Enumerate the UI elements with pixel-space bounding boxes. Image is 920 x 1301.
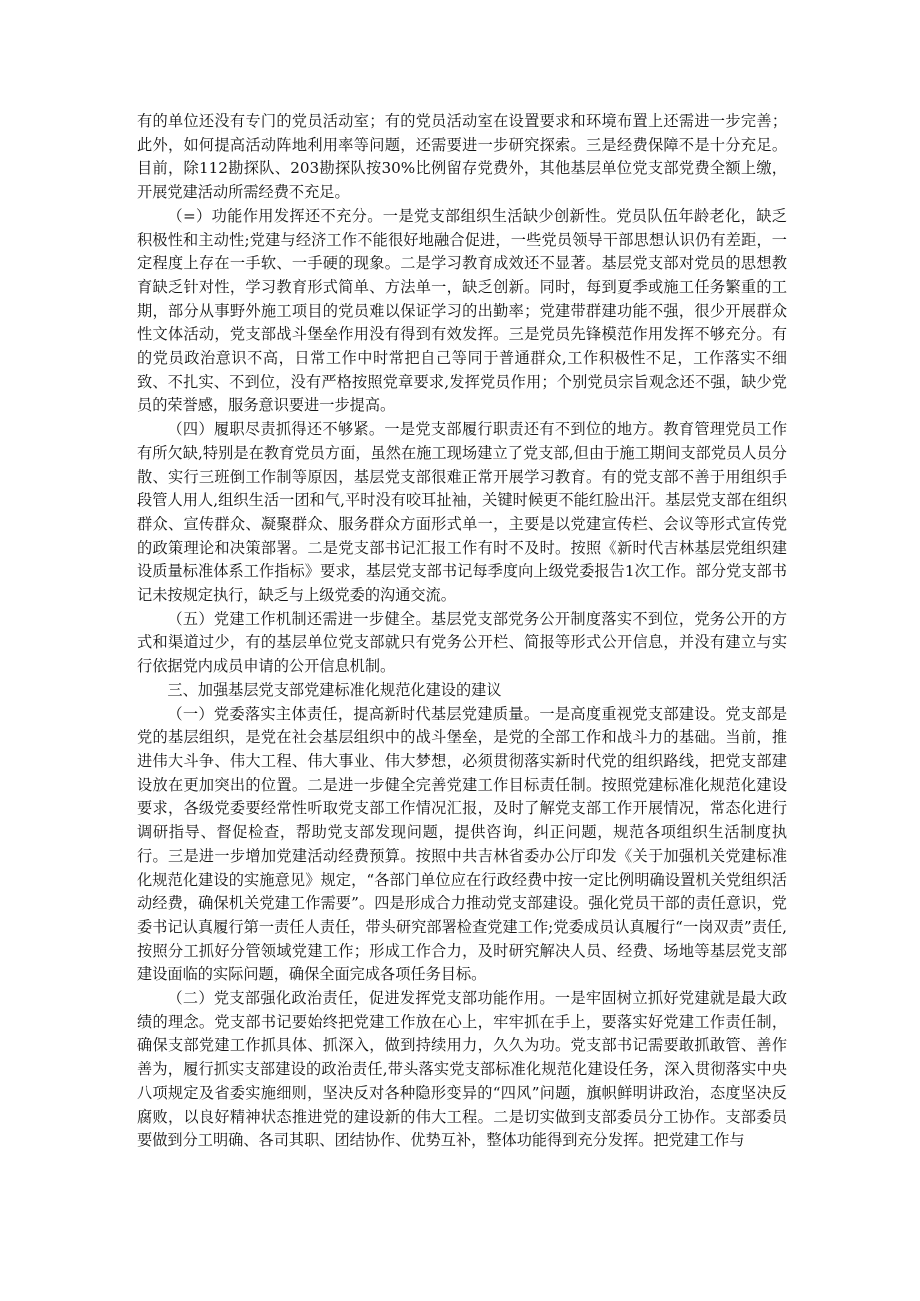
paragraph-section-3-1: （一）党委落实主体责任，提高新时代基层党建质量。一是高度重视党支部建设。党支部是党的基层组织，是党在社会基层组织中的战斗堡垒，是党的全部工作和战斗力的基础。当前，推进伟大斗争、伟大工程、伟大事业、伟大梦想，必须贯彻落实新时代党的组织路线，把党支部建设放在更加突出的位置。二是进一步健全完善党建工作目标责任制。按照党建标准化规范化建设要求，各级党委要经常性听取党支部工作情况汇报，及时了解党支部工作开展情况，常态化进行调研指导、督促检查，帮助党支部发现问题，提供咨询，纠正问题，规范各项组织生活制度执行。三是进一步增加党建活动经费预算。按照中共吉林省委办公厅印发《关于加强机关党建标准化规范化建设的实施意见》规定，“各部门单位应在行政经费中按一定比例明确设置机关党组织活动经费，确保机关党建工作需要”。四是形成合力推动党支部建设。强化党员干部的责任意识，党委书记认真履行第一责任人责任，带头研究部署检查党建工作;党委成员认真履行“一岗双责”责任,按照分工抓好分管领域党建工作；形成工作合力，及时研究解决人员、经费、场地等基层党支部建设面临的实际问题，确保全面完成各项任务目标。 (137, 704, 787, 984)
paragraph-section-2-5: （五）党建工作机制还需进一步健全。基层党支部党务公开制度落实不到位，党务公开的方式和渠道过少，有的基层单位党支部就只有党务公开栏、简报等形式公开信息，并没有建立与实行依据党内成员申请的公开信息机制。 (137, 609, 787, 676)
paragraph-section-3-2: （二）党支部强化政治责任，促进发挥党支部功能作用。一是牢固树立抓好党建就是最大政绩的理念。党支部书记要始终把党建工作放在心上，牢牢抓在手上，要落实好党建工作责任制，确保支部党建工作抓具体、抓深入，做到持续用力，久久为功。党支部书记需要敢抓敢管、善作善为，履行抓实支部建设的政治责任,带头落实党支部标准化规范化建设任务，深入贯彻落实中央八项规定及省委实施细则，坚决反对各种隐形变异的“四风”问题，旗帜鲜明讲政治，态度坚决反腐败，以良好精神状态推进党的建设新的伟大工程。二是切实做到支部委员分工协作。支部委员要做到分工明确、各司其职、团结协作、优势互补，整体功能得到充分发挥。把党建工作与 (137, 989, 787, 1150)
document-page (137, 110, 787, 1153)
section-heading-3: 三、加强基层党支部党建标准化规范化建设的建议 (167, 680, 502, 699)
paragraph-section-2-4: （四）履职尽责抓得还不够紧。一是党支部履行职责还有不到位的地方。教育管理党员工作有所欠缺,特别是在教育党员方面，虽然在施工现场建立了党支部,但由于施工期间支部党员人员分散、实行三班倒工作制等原因，基层党支部很难正常开展学习教育。有的党支部不善于用组织手段管人用人,组织生活一团和气,平时没有咬耳扯袖，关键时候更不能红脸出汗。基层党支部在组织群众、宣传群众、凝聚群众、服务群众方面形式单一，主要是以党建宣传栏、会议等形式宣传党的政策理论和决策部署。二是党支部书记汇报工作有时不及时。按照《新时代吉林基层党组织建设质量标准体系工作指标》要求，基层党支部书记每季度向上级党委报告1次工作。部分党支部书记未按规定执行，缺乏与上级党委的沟通交流。 (137, 420, 787, 605)
paragraph-section-2-2: （=）功能作用发挥还不充分。一是党支部组织生活缺少创新性。党员队伍年龄老化，缺乏积极性和主动性;党建与经济工作不能很好地融合促进，一些党员领导干部思想认识仍有差距，一定程度上存在一手软、一手硬的现象。二是学习教育成效还不显著。基层党支部对党员的思想教育缺乏针对性，学习教育形式简单、方法单一，缺乏创新。同时，每到夏季或施工任务繁重的工期，部分从事野外施工项目的党员难以保证学习的出勤率；党建带群建功能不强，很少开展群众性文体活动，党支部战斗堡垒作用没有得到有效发挥。三是党员先锋模范作用发挥不够充分。有的党员政治意识不高，日常工作中时常把自己等同于普通群众,工作积极性不足，工作落实不细致、不扎实、不到位，没有严格按照党章要求,发挥党员作用；个别党员宗旨观念还不强，缺少党员的荣誉感，服务意识要进一步提高。 (137, 206, 787, 415)
paragraph-intro-continuation: 有的单位还没有专门的党员活动室；有的党员活动室在设置要求和环境布置上还需进一步完善；此外，如何提高活动阵地利用率等问题，还需要进一步研究探索。三是经费保障不是十分充足。目前，除112勘探队、203勘探队按30%比例留存党费外，其他基层单位党支部党费全额上缴，开展党建活动所需经费不充足。 (137, 112, 787, 202)
